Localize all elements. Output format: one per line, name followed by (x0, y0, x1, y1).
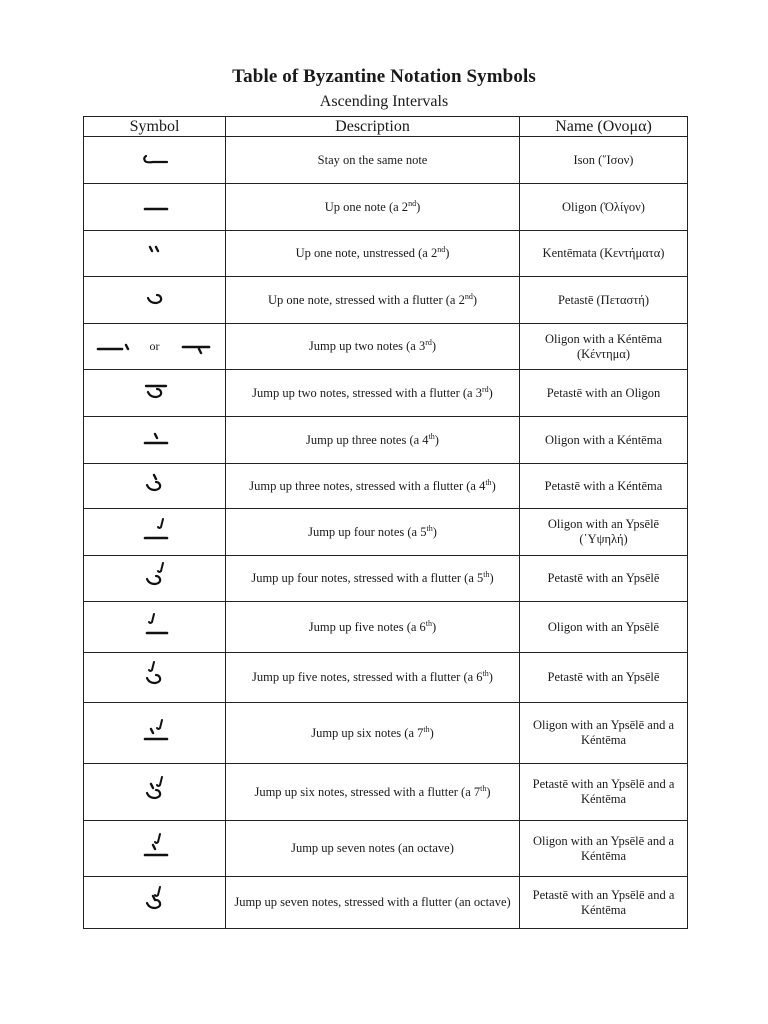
header-symbol: Symbol (84, 117, 226, 137)
name-cell (520, 556, 688, 602)
symbol-cell (84, 764, 226, 821)
name-cell (520, 231, 688, 277)
name-cell (520, 653, 688, 703)
description-close: ) (432, 524, 437, 539)
description-text: Stay on the same note (317, 152, 428, 167)
table-header-row (84, 117, 688, 137)
ordinal-suffix: th (483, 570, 490, 579)
ison-icon (135, 144, 175, 172)
or-label: or (149, 339, 160, 353)
description-cell (226, 324, 520, 370)
table-row (84, 703, 688, 764)
symbol-cell (84, 602, 226, 653)
name-text: Ison (῞Ισον) (573, 152, 634, 167)
name-cell (520, 877, 688, 929)
table-row (84, 464, 688, 509)
oligon-ypsele-right-icon (135, 516, 175, 544)
description-close: ) (431, 339, 437, 353)
name-text: Petastē with an Ypsēlē and a Kéntēma (532, 887, 675, 917)
symbol-cell (84, 324, 226, 370)
page-title: Table of Byzantine Notation Symbols (232, 66, 536, 87)
name-cell (520, 764, 688, 821)
name-text: Petastē with a Kéntēma (544, 478, 663, 493)
name-cell (520, 821, 688, 877)
symbol-cell (84, 703, 226, 764)
ordinal-suffix: rd (481, 384, 489, 394)
oligon-kentema-below-icon (173, 333, 213, 361)
name-text: Oligon with an Ypsēlē (547, 619, 660, 634)
description-text: Jump up seven notes (an octave) (291, 841, 454, 855)
name-cell (520, 324, 688, 370)
ordinal-suffix: th (423, 724, 430, 734)
ordinal-suffix: th (426, 523, 433, 533)
description-cell (226, 231, 520, 277)
description-text: Jump up five notes (a 6 (308, 619, 426, 634)
description-text: Jump up six notes, stressed with a flutter (a 7 (254, 784, 481, 799)
symbol-cell (84, 277, 226, 324)
oligon-icon (135, 191, 175, 219)
table-row (84, 137, 688, 184)
name-cell (520, 277, 688, 324)
table-row (84, 184, 688, 231)
table-row (84, 764, 688, 821)
name-text: Oligon with a Kéntēma (Κέντημα) (545, 331, 662, 361)
symbol-cell (84, 877, 226, 929)
description-text: Jump up two notes, stressed with a flutter (a 3 (252, 385, 482, 400)
petaste-ypsele-left-icon (135, 661, 175, 689)
table-row (84, 324, 688, 370)
description-cell (226, 877, 520, 929)
kentemata-icon (135, 237, 175, 265)
table-row (84, 653, 688, 703)
description-close: ) (445, 246, 450, 260)
description-close: ) (488, 385, 493, 400)
description-close: ) (491, 478, 496, 493)
petaste-ypsele-right-icon (135, 562, 175, 590)
symbol-cell (84, 370, 226, 417)
name-text: Oligon with an Ypsēlē and a Kéntēma (532, 718, 675, 747)
page-subtitle: Ascending Intervals (319, 93, 449, 110)
ordinal-suffix: th (485, 477, 492, 487)
table-row (84, 556, 688, 602)
table-row (84, 231, 688, 277)
name-text: Oligon (Ὀλίγον) (562, 199, 645, 214)
symbol-cell (84, 231, 226, 277)
description-close: ) (472, 292, 477, 307)
symbol-pair (88, 333, 221, 361)
name-text: Kentēmata (Κεντήματα) (542, 246, 665, 260)
description-text: Jump up two notes (a 3 (308, 339, 426, 353)
oligon-kentema-below-icon (135, 424, 175, 452)
table-row (84, 417, 688, 464)
name-cell (520, 703, 688, 764)
description-close: ) (432, 619, 437, 634)
table-row (84, 370, 688, 417)
description-cell (226, 653, 520, 703)
description-text: Jump up three notes, stressed with a flutter (a 4 (249, 478, 486, 493)
description-text: Jump up six notes (a 7 (311, 725, 424, 740)
oligon-ypsele-kentema-mid-icon (135, 832, 175, 860)
description-close: ) (429, 725, 434, 740)
table-row (84, 877, 688, 929)
description-cell (226, 509, 520, 556)
description-close: ) (416, 199, 421, 214)
description-cell (226, 277, 520, 324)
symbol-cell (84, 509, 226, 556)
description-close: ) (488, 670, 493, 684)
name-cell (520, 137, 688, 184)
description-cell (226, 370, 520, 417)
name-text: Oligon with an Ypsēlē and a Kéntēma (532, 833, 675, 863)
table-row (84, 277, 688, 324)
description-text: Up one note, stressed with a flutter (a 2 (268, 292, 465, 307)
description-cell (226, 417, 520, 464)
description-text: Jump up four notes (a 5 (308, 524, 427, 539)
description-cell (226, 184, 520, 231)
symbol-cell (84, 137, 226, 184)
description-cell (226, 556, 520, 602)
description-text: Jump up five notes, stressed with a flutter (a 6 (252, 670, 483, 684)
table-row (84, 602, 688, 653)
symbol-cell (84, 184, 226, 231)
symbol-cell (84, 653, 226, 703)
description-cell (226, 602, 520, 653)
ordinal-suffix: th (425, 618, 433, 628)
name-cell (520, 184, 688, 231)
symbol-cell (84, 556, 226, 602)
name-cell (520, 417, 688, 464)
table-row (84, 821, 688, 877)
petaste-kentema-icon (135, 470, 175, 498)
ordinal-suffix: th (428, 431, 435, 441)
name-text: Petastē with an Ypsēlē and a Kéntēma (532, 777, 675, 806)
description-cell (226, 137, 520, 184)
description-text: Jump up three notes (a 4 (306, 432, 429, 447)
name-text: Oligon with a Kéntēma (545, 432, 662, 447)
header-name: Name (Ονομα) (520, 117, 688, 137)
oligon-ypsele-left-icon (135, 611, 175, 639)
symbol-cell (84, 821, 226, 877)
name-text: Petastē with an Ypsēlē (547, 571, 660, 585)
description-close: ) (489, 571, 494, 585)
ordinal-suffix: nd (464, 291, 473, 301)
name-text: Oligon with an Ypsēlē (῾Υψηλή) (547, 517, 660, 546)
notation-table (83, 116, 688, 929)
description-text: Jump up seven notes, stressed with a flutter (an octave) (234, 895, 511, 909)
description-text: Up one note (a 2 (324, 199, 409, 214)
name-cell (520, 509, 688, 556)
name-text: Petastē (Πεταστή) (557, 292, 649, 307)
ordinal-suffix: nd (408, 198, 417, 208)
petaste-ypsele-kentema-mid-icon (135, 886, 175, 914)
name-cell (520, 464, 688, 509)
name-cell (520, 602, 688, 653)
name-text: Petastē with an Oligon (546, 385, 661, 400)
description-cell (226, 464, 520, 509)
symbol-cell (84, 417, 226, 464)
description-cell (226, 821, 520, 877)
description-cell (226, 703, 520, 764)
name-text: Petastē with an Ypsēlē (547, 670, 660, 684)
ordinal-suffix: rd (425, 338, 432, 347)
description-text: Up one note, unstressed (a 2 (295, 246, 438, 260)
header-description: Description (226, 117, 520, 137)
ordinal-suffix: nd (437, 245, 446, 254)
description-close: ) (434, 432, 439, 447)
petaste-icon (135, 284, 175, 312)
oligon-ypsele-kentema-icon (135, 717, 175, 745)
ordinal-suffix: th (482, 669, 489, 678)
symbol-cell (84, 464, 226, 509)
description-text: Jump up four notes, stressed with a flutter (a 5 (251, 571, 484, 585)
table-row (84, 509, 688, 556)
petaste-ypsele-kentema-icon (135, 776, 175, 804)
oligon-kentema-right-icon (96, 333, 136, 361)
petaste-oligon-icon (135, 377, 175, 405)
name-cell (520, 370, 688, 417)
description-close: ) (486, 784, 491, 799)
ordinal-suffix: th (480, 783, 487, 793)
description-cell (226, 764, 520, 821)
